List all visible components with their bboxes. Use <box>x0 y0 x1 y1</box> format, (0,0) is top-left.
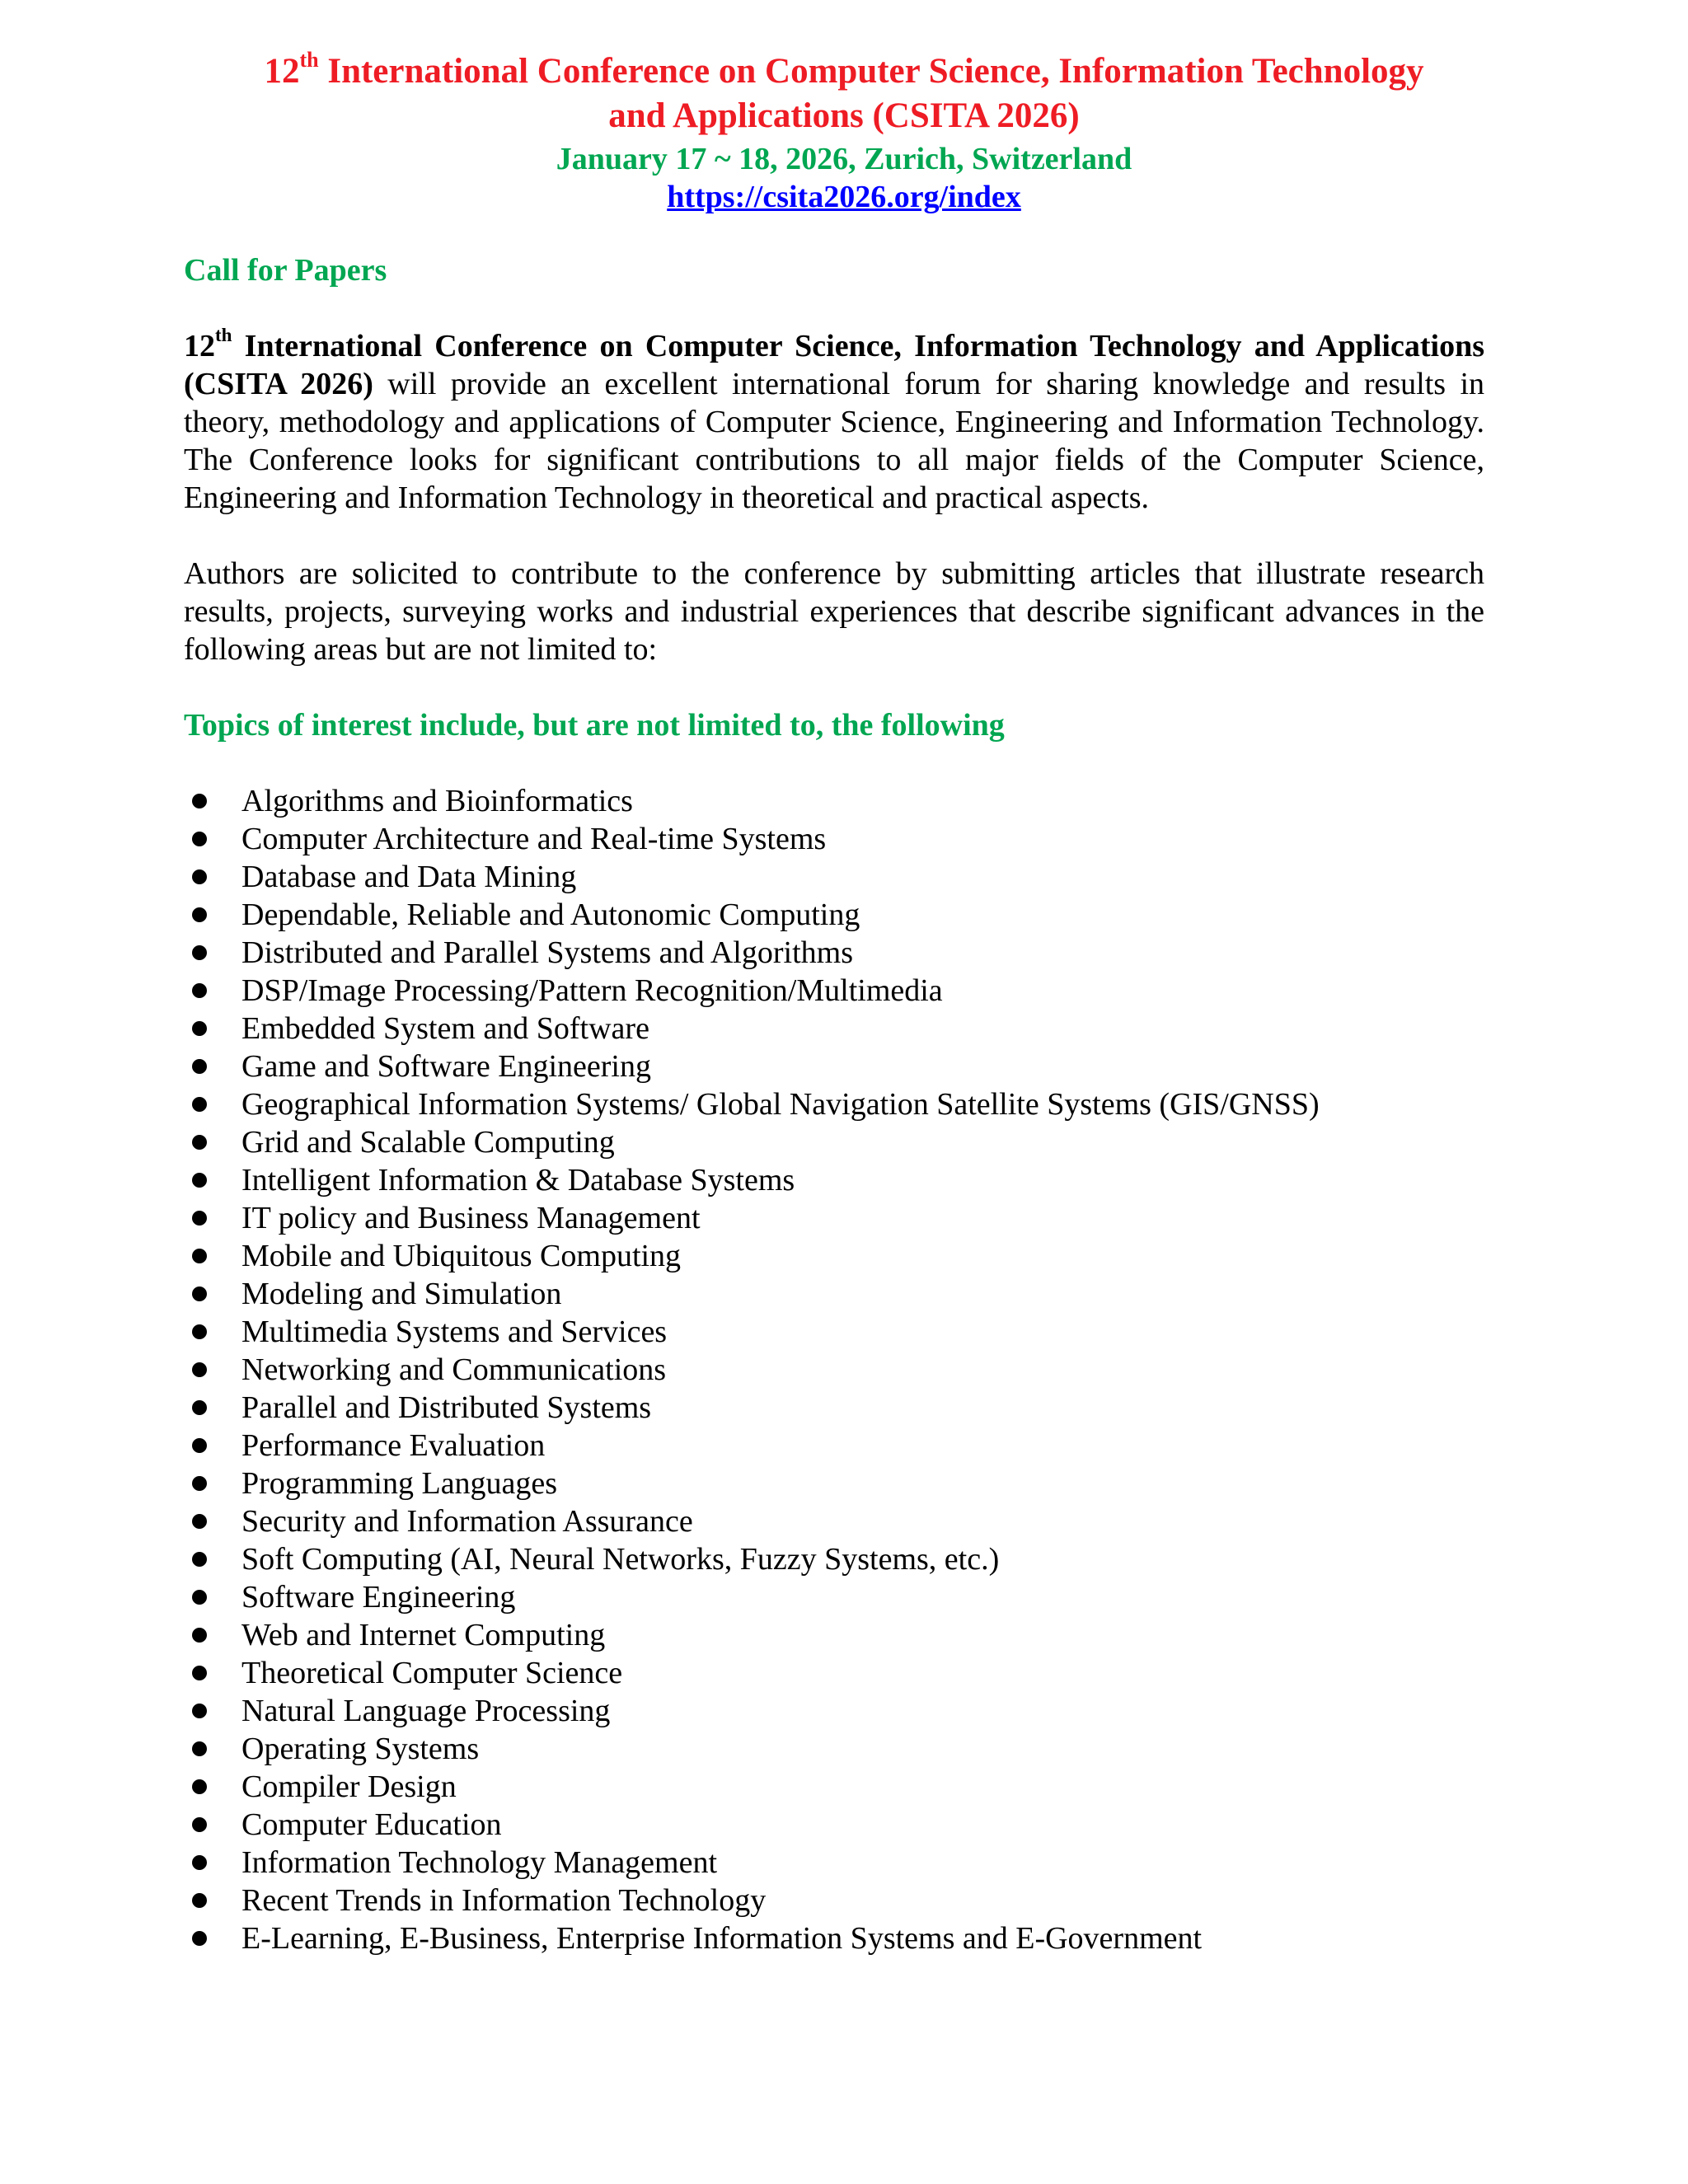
bullet-icon <box>192 1097 207 1112</box>
conference-title <box>0 49 1688 138</box>
bullet-icon <box>192 1324 207 1339</box>
bullet-icon <box>192 1362 207 1377</box>
topic-label: Mobile and Ubiquitous Computing <box>241 1239 682 1273</box>
document-body <box>184 251 1484 1957</box>
topic-list-item <box>184 1768 1484 1806</box>
topic-label: Soft Computing (AI, Neural Networks, Fuzzy Systems, etc.) <box>241 1542 1000 1577</box>
intro-text: will provide an excellent international forum for sharing knowledge and results in theory, methodology and applications of Computer Science, Engineering and Information Technology. The Conference looks for significant contributions to all major fields of the Computer Science, Engineering and Information Technology in theoretical and practical aspects. <box>184 367 1484 515</box>
intro-ordinal-suffix: th <box>215 325 232 346</box>
topic-label: Geographical Information Systems/ Global Navigation Satellite Systems (GIS/GNSS) <box>241 1087 1320 1122</box>
bullet-icon <box>192 1779 207 1794</box>
topic-list-item <box>184 1540 1484 1578</box>
topic-list-item <box>184 1161 1484 1199</box>
title-ordinal-number: 12 <box>264 52 300 91</box>
bullet-icon <box>192 1476 207 1491</box>
topic-list-item <box>184 1806 1484 1844</box>
title-ordinal-suffix: th <box>299 47 319 72</box>
topic-label: Grid and Scalable Computing <box>241 1125 615 1160</box>
topic-label: IT policy and Business Management <box>241 1201 701 1235</box>
topic-label: Database and Data Mining <box>241 860 577 894</box>
bullet-icon <box>192 907 207 922</box>
bullet-icon <box>192 1704 207 1718</box>
topic-list-item <box>184 1123 1484 1161</box>
title-line2: and Applications (CSITA 2026) <box>608 96 1080 135</box>
topic-label: Computer Architecture and Real-time Systems <box>241 822 827 856</box>
topic-list-item <box>184 858 1484 896</box>
topic-list-item <box>184 972 1484 1010</box>
topic-label: Multimedia Systems and Services <box>241 1315 668 1349</box>
topic-list-item <box>184 1085 1484 1123</box>
bullet-icon <box>192 1438 207 1453</box>
topic-list-item <box>184 1237 1484 1275</box>
topic-list-item <box>184 1199 1484 1237</box>
bullet-icon <box>192 1400 207 1415</box>
topic-label: Recent Trends in Information Technology <box>241 1883 767 1918</box>
topic-label: Algorithms and Bioinformatics <box>241 784 633 818</box>
topic-label: Information Technology Management <box>241 1845 718 1880</box>
topic-label: Computer Education <box>241 1807 502 1842</box>
bullet-icon <box>192 832 207 846</box>
topic-list-item <box>184 1578 1484 1616</box>
topic-label: Dependable, Reliable and Autonomic Computing <box>241 898 860 932</box>
conference-date-location: January 17 ~ 18, 2026, Zurich, Switzerland <box>556 142 1132 176</box>
bullet-icon <box>192 1628 207 1643</box>
topics-heading: Topics of interest include, but are not limited to, the following <box>184 708 1005 743</box>
conference-url-link[interactable]: https://csita2026.org/index <box>667 180 1021 214</box>
topic-list-item <box>184 1844 1484 1882</box>
topic-label: Operating Systems <box>241 1732 480 1766</box>
document-header <box>0 49 1688 216</box>
topics-list <box>184 782 1484 1957</box>
topic-label: Software Engineering <box>241 1580 516 1615</box>
topic-label: Modeling and Simulation <box>241 1277 562 1311</box>
bullet-icon <box>192 1021 207 1036</box>
topic-list-item <box>184 1502 1484 1540</box>
bullet-icon <box>192 1666 207 1680</box>
topic-label: Networking and Communications <box>241 1352 667 1387</box>
topic-list-item <box>184 782 1484 820</box>
topic-label: E-Learning, E-Business, Enterprise Information Systems and E-Government <box>241 1921 1203 1956</box>
bullet-icon <box>192 869 207 884</box>
topic-list-item <box>184 896 1484 934</box>
topic-list-item <box>184 1047 1484 1085</box>
topic-label: Security and Information Assurance <box>241 1504 693 1539</box>
intro-bold-rest: International Conference on Computer Science, Information Technology and Applications (CSITA 2026) <box>184 329 1484 401</box>
bullet-icon <box>192 1817 207 1832</box>
bullet-icon <box>192 1855 207 1870</box>
bullet-icon <box>192 1893 207 1908</box>
topic-label: Distributed and Parallel Systems and Algorithms <box>241 935 853 970</box>
topic-label: Intelligent Information & Database Systems <box>241 1163 795 1197</box>
topic-label: Embedded System and Software <box>241 1011 649 1046</box>
topic-list-item <box>184 1692 1484 1730</box>
bullet-icon <box>192 1552 207 1567</box>
topic-label: Theoretical Computer Science <box>241 1656 623 1690</box>
topic-list-item <box>184 934 1484 972</box>
bullet-icon <box>192 983 207 998</box>
bullet-icon <box>192 945 207 960</box>
topic-list-item <box>184 1427 1484 1465</box>
bullet-icon <box>192 1059 207 1074</box>
topic-list-item <box>184 820 1484 858</box>
bullet-icon <box>192 1135 207 1150</box>
bullet-icon <box>192 1211 207 1226</box>
bullet-icon <box>192 1173 207 1188</box>
topic-label: DSP/Image Processing/Pattern Recognition/Multimedia <box>241 973 943 1008</box>
bullet-icon <box>192 1931 207 1946</box>
topic-list-item <box>184 1010 1484 1047</box>
topic-list-item <box>184 1616 1484 1654</box>
intro-paragraph <box>184 327 1484 517</box>
topic-label: Performance Evaluation <box>241 1428 546 1463</box>
bullet-icon <box>192 1590 207 1605</box>
topic-list-item <box>184 1730 1484 1768</box>
call-for-papers-heading: Call for Papers <box>184 253 387 288</box>
topic-list-item <box>184 1351 1484 1389</box>
topic-list-item <box>184 1313 1484 1351</box>
bullet-icon <box>192 1286 207 1301</box>
bullet-icon <box>192 794 207 808</box>
topic-list-item <box>184 1919 1484 1957</box>
topic-list-item <box>184 1275 1484 1313</box>
topic-list-item <box>184 1389 1484 1427</box>
authors-paragraph: Authors are solicited to contribute to the conference by submitting articles that illustrate research results, projects, surveying works and industrial experiences that describe significant advances in the following areas but are not limited to: <box>184 556 1484 667</box>
topic-label: Natural Language Processing <box>241 1694 611 1728</box>
topic-label: Compiler Design <box>241 1769 457 1804</box>
topic-list-item <box>184 1465 1484 1502</box>
title-line1-rest: International Conference on Computer Science, Information Technology <box>318 52 1424 91</box>
bullet-icon <box>192 1514 207 1529</box>
topic-list-item <box>184 1882 1484 1919</box>
bullet-icon <box>192 1741 207 1756</box>
bullet-icon <box>192 1249 207 1263</box>
topic-label: Parallel and Distributed Systems <box>241 1390 652 1425</box>
intro-ordinal-number: 12 <box>184 329 215 363</box>
topic-label: Web and Internet Computing <box>241 1618 606 1652</box>
topic-list-item <box>184 1654 1484 1692</box>
topic-label: Game and Software Engineering <box>241 1049 651 1084</box>
topic-label: Programming Languages <box>241 1466 558 1501</box>
